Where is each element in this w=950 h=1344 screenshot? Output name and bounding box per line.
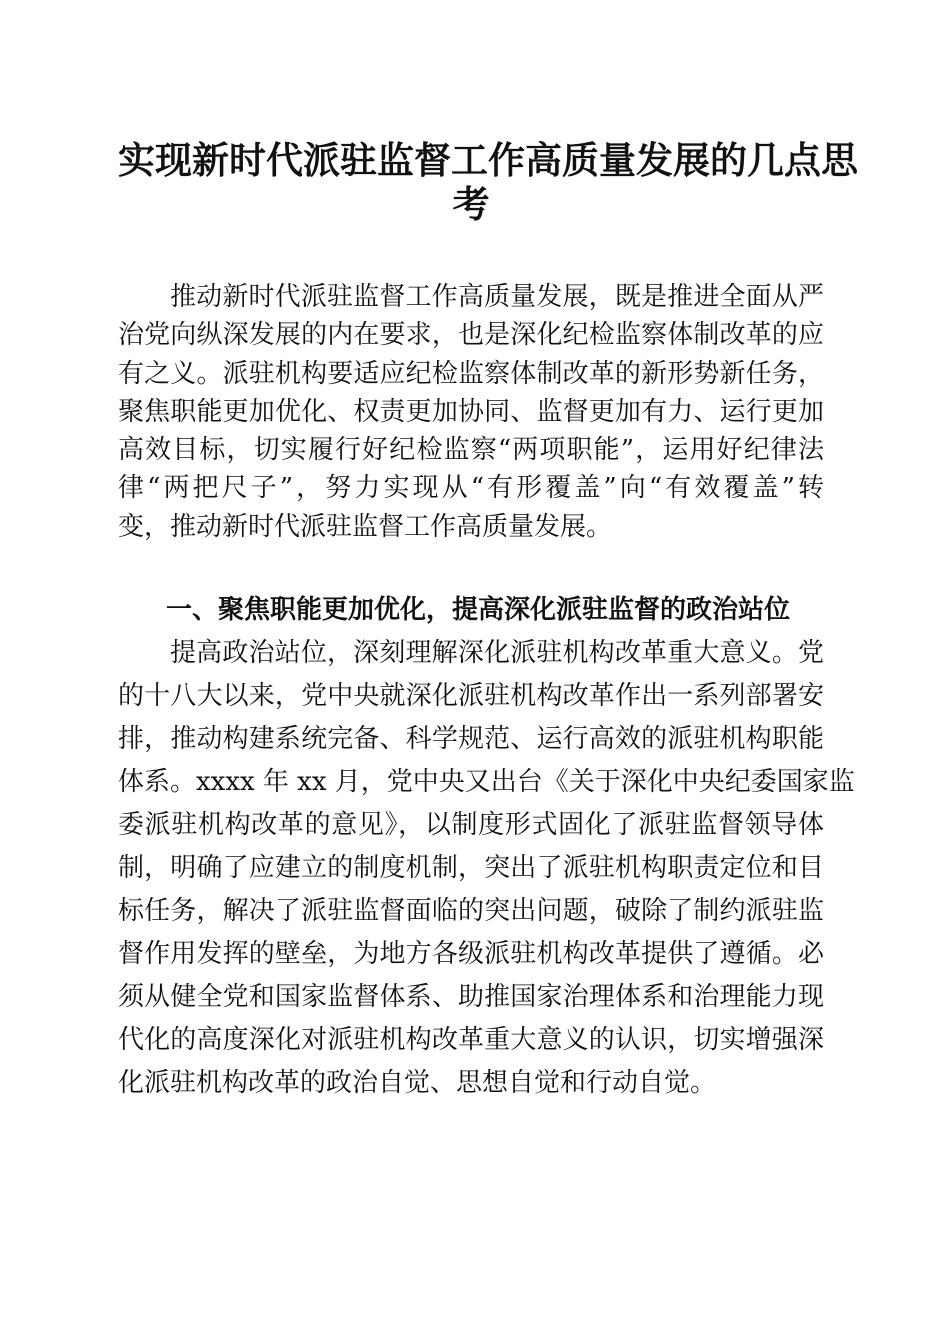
text-line: 排，推动构建系统完备、科学规范、运行高效的派驻机构职能 — [118, 724, 824, 754]
text-line: 变，推动新时代派驻监督工作高质量发展。 — [118, 511, 613, 542]
text-line: 委派驻机构改革的意见》，以制度形式固化了派驻监督领导体 — [118, 810, 824, 840]
section-paragraph — [118, 632, 855, 1105]
intro-paragraph — [118, 278, 824, 546]
document-title — [118, 138, 858, 226]
text-line: 体系。xxxx 年 xx 月，党中央又出台《关于深化中央纪委国家监 — [118, 767, 855, 797]
title-line: 考 — [452, 182, 490, 226]
text-line: 推动新时代派驻监督工作高质量发展，既是推进全面从严 — [170, 282, 824, 312]
text-line: 治党向纵深发展的内在要求，也是深化纪检监察体制改革的应 — [118, 320, 824, 351]
text-line: 须从健全党和国家监督体系、助推国家治理体系和治理能力现 — [118, 982, 824, 1012]
text-line: 有之义。派驻机构要适应纪检监察体制改革的新形势新任务， — [118, 358, 824, 389]
section-heading: 一、聚焦职能更加优化，提高深化派驻监督的政治站位 — [166, 595, 791, 625]
text-line: 化派驻机构改革的政治自觉、思想自觉和行动自觉。 — [118, 1068, 717, 1098]
text-line: 高效目标，切实履行好纪检监察“两项职能”，运用好纪律法 — [118, 435, 824, 466]
title-line: 实现新时代派驻监督工作高质量发展的几点思 — [118, 138, 858, 182]
text-line: 标任务，解决了派驻监督面临的突出问题，破除了制约派驻监 — [118, 896, 824, 926]
text-line: 督作用发挥的壁垒，为地方各级派驻机构改革提供了遵循。必 — [118, 939, 824, 969]
text-line: 提高政治站位，深刻理解深化派驻机构改革重大意义。党 — [170, 638, 824, 668]
text-line: 代化的高度深化对派驻机构改革重大意义的认识，切实增强深 — [118, 1025, 824, 1055]
text-line: 律“两把尺子”，努力实现从“有形覆盖”向“有效覆盖”转 — [118, 473, 824, 504]
text-line: 制，明确了应建立的制度机制，突出了派驻机构职责定位和目 — [118, 853, 824, 883]
text-line: 的十八大以来，党中央就深化派驻机构改革作出一系列部署安 — [118, 681, 824, 711]
text-line: 聚焦职能更加优化、权责更加协同、监督更加有力、运行更加 — [118, 396, 824, 427]
